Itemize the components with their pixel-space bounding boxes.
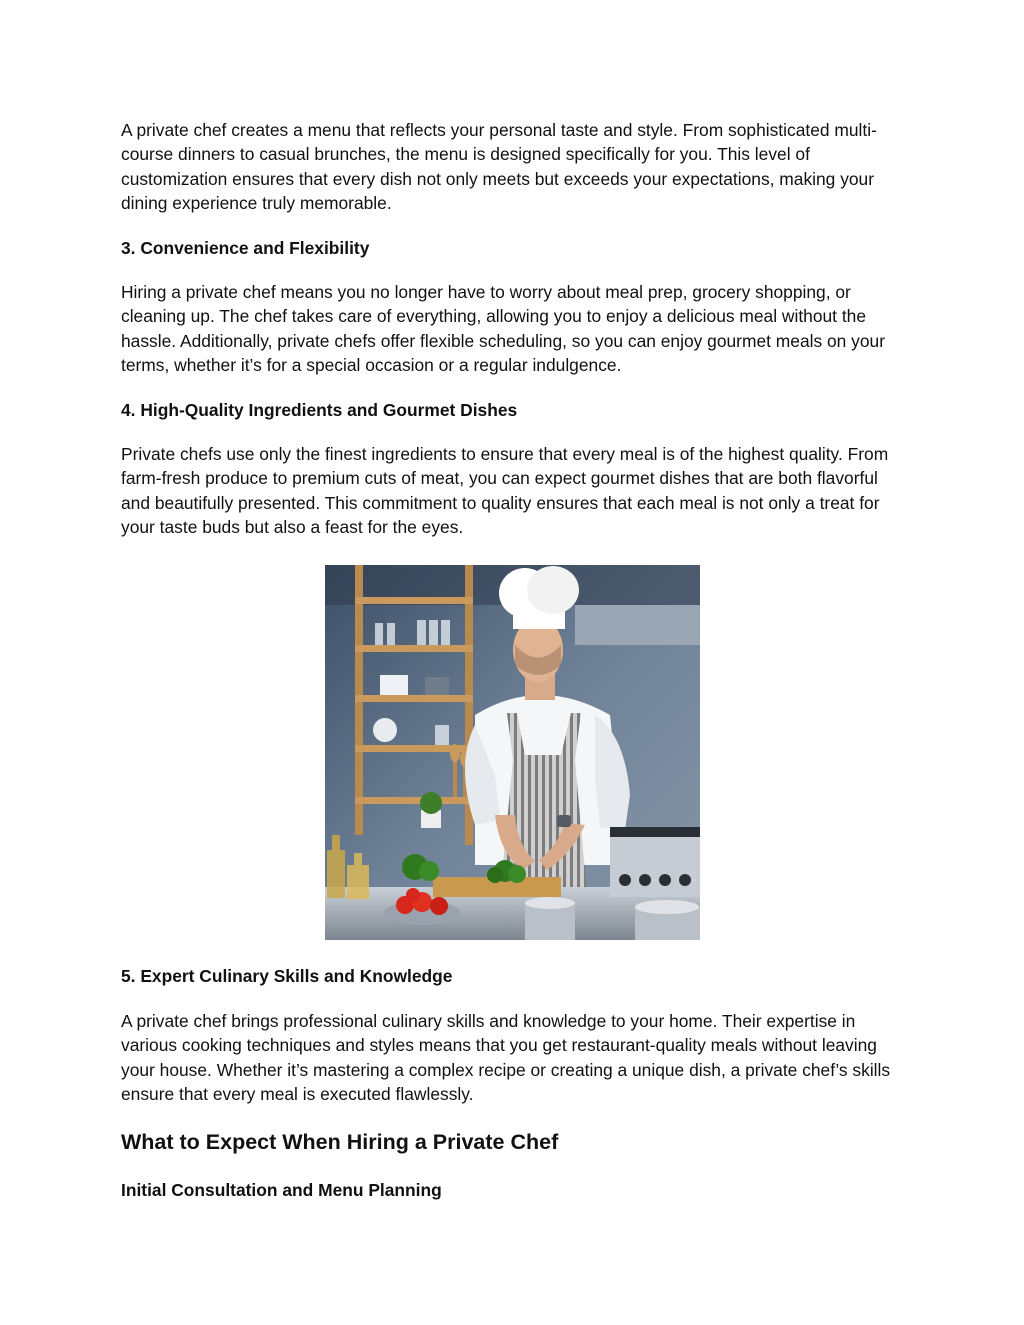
paragraph-high-quality-ingredients: Private chefs use only the finest ingredients to ensure that every meal is of the highest quality. From farm-fresh produce to premium cuts of meat, you can expect gourmet dishes that are both flavorful and beautifully presented. This commitment to quality ensures that each meal is not only a treat for your taste buds but also a feast for the eyes.	[121, 444, 889, 537]
subheading-initial-consultation: Initial Consultation and Menu Planning	[121, 1180, 442, 1200]
range-hood	[575, 605, 700, 645]
intro-paragraph: A private chef creates a menu that reflects your personal taste and style. From sophisticated multi-course dinners to casual brunches, the menu is designed specifically for you. This level of customization ensures that every dish not only meets but exceeds your expectations, making your dining experience truly memorable.	[121, 120, 877, 213]
stove	[610, 827, 700, 897]
paragraph-convenience-flexibility: Hiring a private chef means you no longer have to worry about meal prep, grocery shopping, or cleaning up. The chef takes care of everything, allowing you to enjoy a delicious meal without the hassle. Additionally, private chefs offer flexible scheduling, so you can enjoy gourmet meals on your terms, whether it’s for a special occasion or a regular indulgence.	[121, 282, 886, 375]
paragraph-expert-culinary-skills: A private chef brings professional culinary skills and knowledge to your home. Their expertise in various cooking techniques and styles means that you get restaurant-quality meals without leaving your house. Whether it’s mastering a complex recipe or creating a unique dish, a private chef’s skills ensure that every meal is executed flawlessly.	[121, 1011, 891, 1104]
chef-illustration	[325, 565, 700, 940]
chef-cooking-image	[325, 565, 700, 940]
section-heading-what-to-expect: What to Expect When Hiring a Private Chef	[121, 1130, 559, 1154]
heading-expert-culinary-skills: 5. Expert Culinary Skills and Knowledge	[121, 966, 453, 986]
heading-convenience-flexibility: 3. Convenience and Flexibility	[121, 238, 370, 258]
heading-high-quality-ingredients: 4. High-Quality Ingredients and Gourmet Dishes	[121, 400, 518, 420]
wristwatch	[557, 815, 571, 827]
